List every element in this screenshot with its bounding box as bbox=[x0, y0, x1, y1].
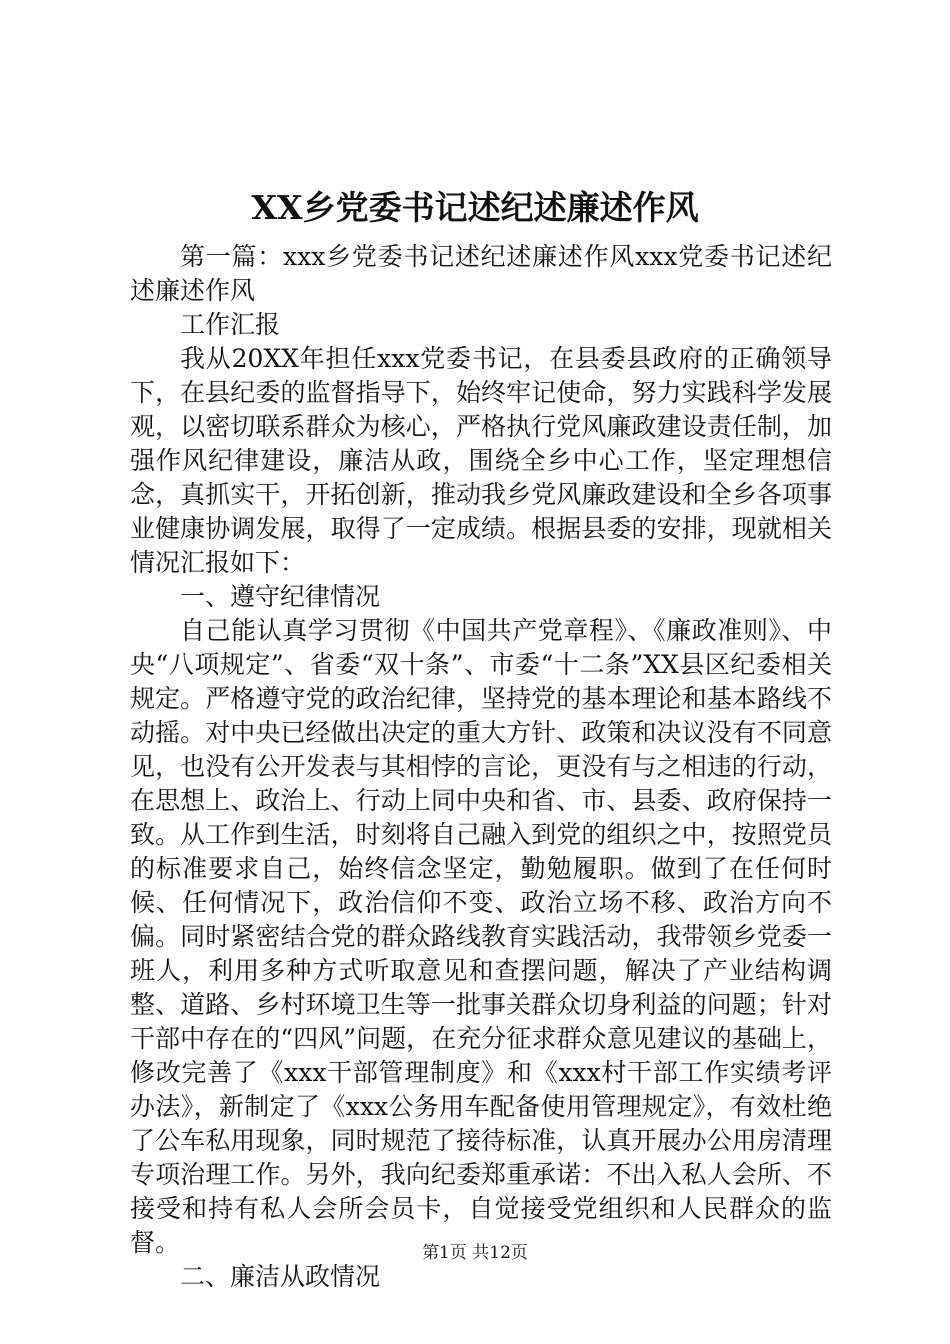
section-heading-discipline: 一、遵守纪律情况 bbox=[180, 582, 381, 611]
page-number-footer: 第1页 共12页 bbox=[422, 1243, 528, 1263]
document-title: XX乡党委书记述纪述廉述作风 bbox=[251, 188, 699, 227]
paragraph-intro: 第一篇：xxx乡党委书记述纪述廉述作风xxx党委书记述纪述廉述作风 bbox=[130, 242, 832, 305]
paragraph-discipline: 自己能认真学习贯彻《中国共产党章程》、《廉政准则》、中央“八项规定”、省委“双十条”、市委“十二条”XX县区纪委相关规定。严格遵守党的政治纪律，坚持党的基本理论和基本路线不动摇。对中央已经做出决定的重大方针、政策和决议没有不同意见，也没有公开发表与其相悖的言论，更没有与之相违的行动，在思想上、政治上、行动上同中央和省、市、县委、政府保持一致。从工作到生活，时刻将自己融入到党的组织之中，按照党员的标准要求自己，始终信念坚定，勤勉履职。做到了在任何时候、任何情况下，政治信仰不变、政治立场不移、政治方向不偏。同时紧密结合党的群众路线教育实践活动，我带领乡党委一班人，利用多种方式听取意见和查摆问题，解决了产业结构调整、道路、乡村环境卫生等一批事关群众切身利益的问题；针对干部中存在的“四风”问题，在充分征求群众意见建议的基础上，修改完善了《xxx干部管理制度》和《xxx村干部工作实绩考评办法》，新制定了《xxx公务用车配备使用管理规定》，有效杜绝了公车私用现象，同时规范了接待标准，认真开展办公用房清理专项治理工作。另外，我向纪委郑重承诺：不出入私人会所、不接受和持有私人会所会员卡，自觉接受党组织和人民群众的监督。 bbox=[130, 616, 832, 1257]
document-body bbox=[130, 240, 832, 1294]
paragraph-subtitle: 工作汇报 bbox=[180, 310, 281, 339]
section-heading-integrity: 二、廉洁从政情况 bbox=[180, 1262, 381, 1291]
paragraph-opening: 我从20XX年担任xxx党委书记，在县委县政府的正确领导下，在县纪委的监督指导下，始终牢记使命，努力实践科学发展观，以密切联系群众为核心，严格执行党风廉政建设责任制，加强作风纪律建设，廉洁从政，围绕全乡中心工作，坚定理想信念，真抓实干，开拓创新，推动我乡党风廉政建设和全乡各项事业健康协调发展，取得了一定成绩。根据县委的安排，现就相关情况汇报如下： bbox=[130, 344, 832, 577]
